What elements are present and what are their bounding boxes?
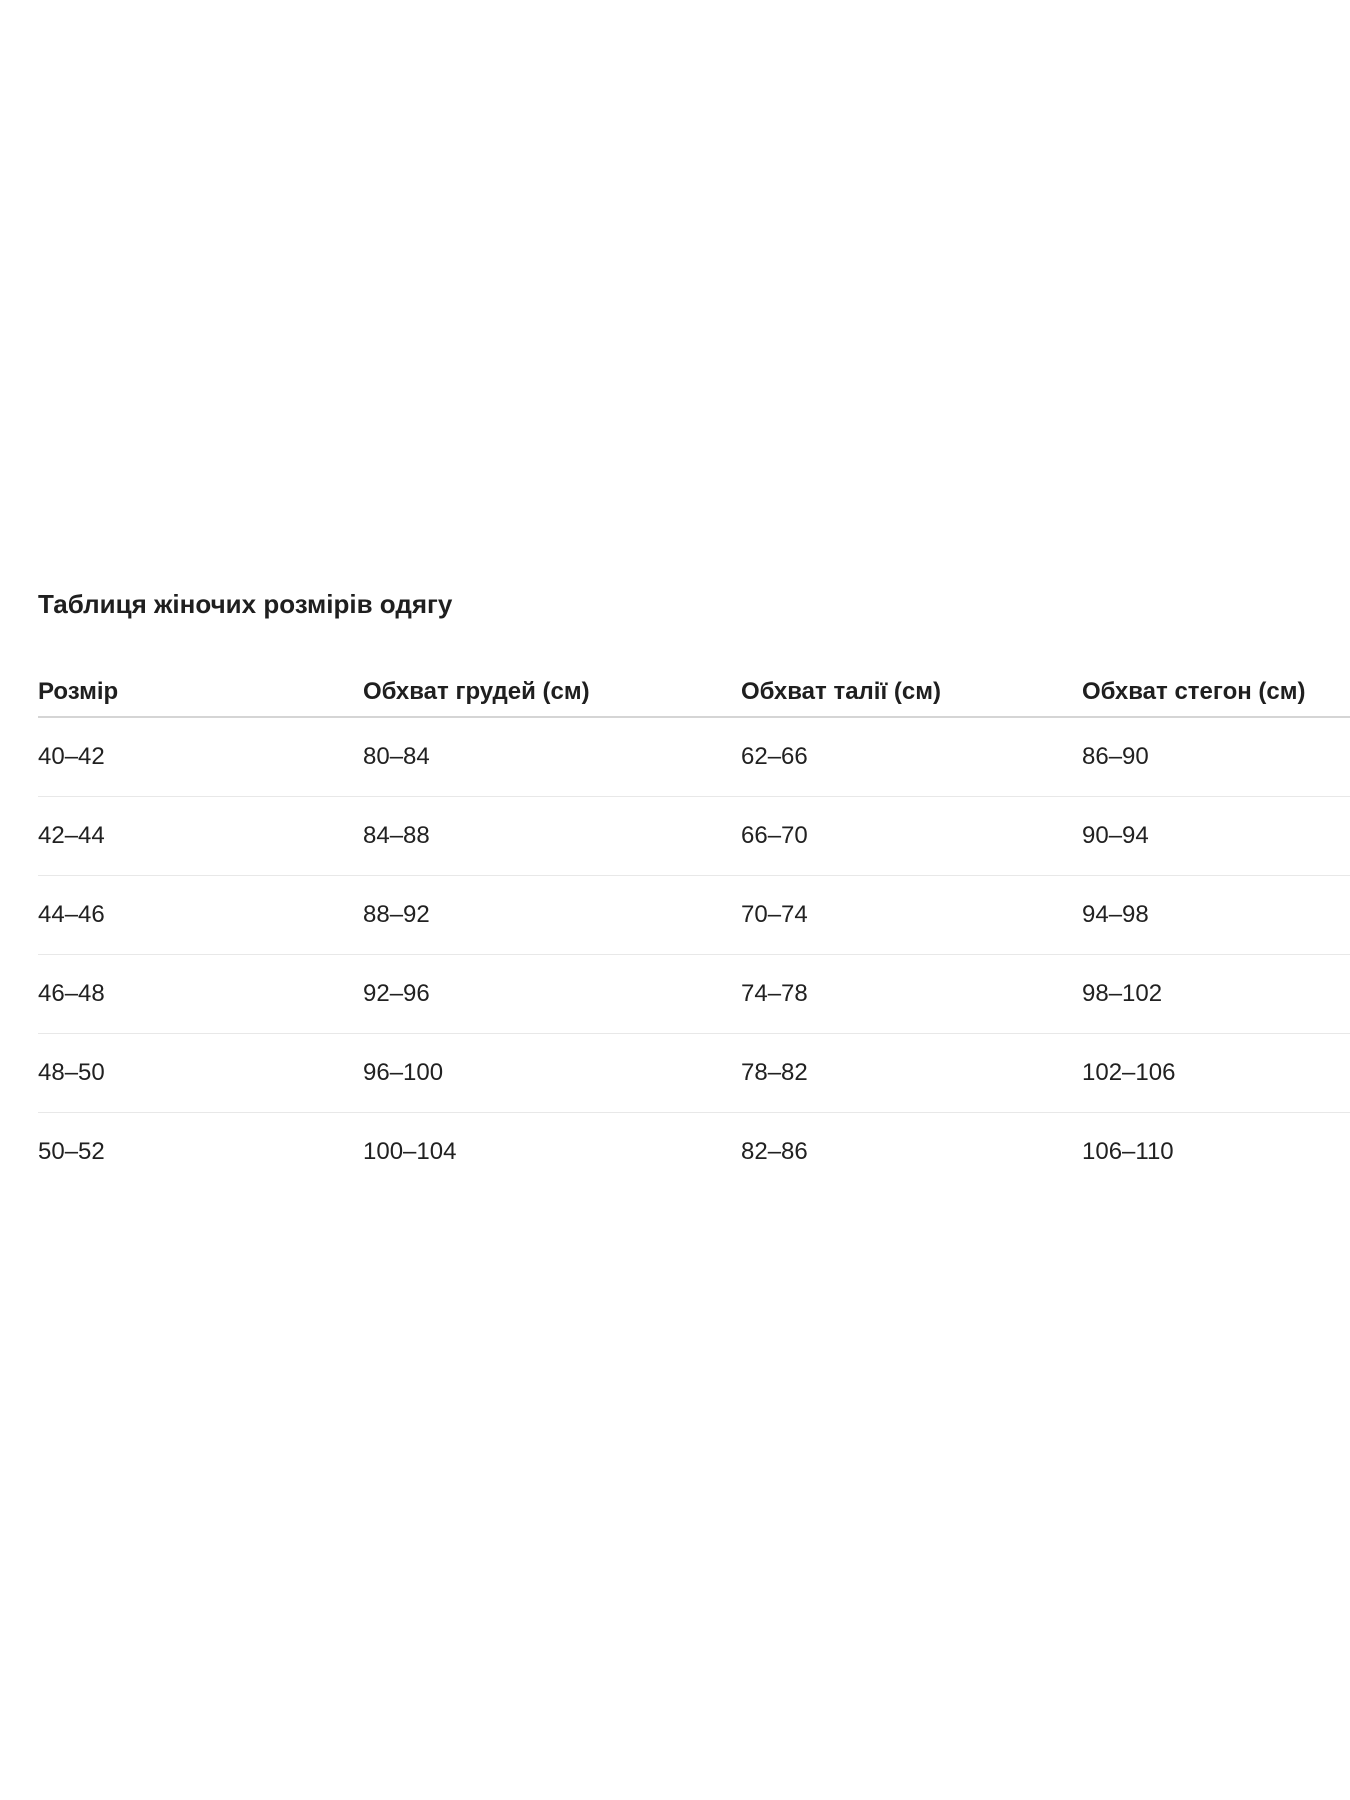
table-cell-size: 50–52	[38, 1138, 105, 1165]
table-cell-size: 40–42	[38, 717, 363, 797]
table-cell-chest: 84–88	[363, 797, 741, 876]
table-cell-hips: 86–90	[1082, 717, 1350, 797]
table-cell-waist: 62–66	[741, 717, 1082, 797]
table-cell-size: 44–46	[38, 876, 363, 955]
table-cell-chest: 88–92	[363, 876, 741, 955]
table-cell-waist: 74–78	[741, 955, 1082, 1034]
table-cell-size: 42–44	[38, 797, 363, 876]
table-cell-hips: 94–98	[1082, 876, 1350, 955]
table-cell-chest: 80–84	[363, 717, 741, 797]
table-row	[38, 1113, 1350, 1192]
table-cell-waist: 66–70	[741, 797, 1082, 876]
table-header-row	[38, 672, 1350, 717]
table-cell-waist: 78–82	[741, 1034, 1082, 1113]
table-cell-size: 46–48	[38, 955, 363, 1034]
page-title: Таблиця жіночих розмірів одягу	[38, 589, 453, 619]
table-cell-hips: 98–102	[1082, 955, 1350, 1034]
table-row	[38, 955, 1350, 1034]
table-cell-waist: 70–74	[741, 876, 1082, 955]
table-row	[38, 876, 1350, 955]
table-row	[38, 717, 1350, 797]
table-header-cell-size: Розмір	[38, 672, 363, 717]
table-header-cell-chest: Обхват грудей (см)	[363, 672, 741, 717]
table-row	[38, 797, 1350, 876]
table-cell-waist: 82–86	[741, 1138, 808, 1165]
table-cell-chest: 100–104	[363, 1138, 457, 1165]
table-row	[38, 1034, 1350, 1113]
table-cell-chest: 96–100	[363, 1034, 741, 1113]
table-cell-size: 48–50	[38, 1034, 363, 1113]
table-cell-hips: 102–106	[1082, 1034, 1350, 1113]
table-header-cell-waist: Обхват талії (см)	[741, 672, 1082, 717]
table-cell-hips: 106–110	[1082, 1138, 1174, 1165]
size-table	[38, 672, 1350, 1191]
table-cell-chest: 92–96	[363, 955, 741, 1034]
table-header-cell-hips: Обхват стегон (см)	[1082, 672, 1350, 717]
table-cell-hips: 90–94	[1082, 797, 1350, 876]
